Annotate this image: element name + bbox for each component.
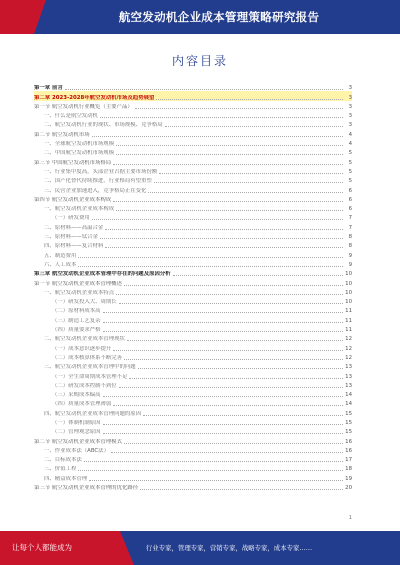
toc-leader-dots — [92, 219, 343, 220]
toc-entry-page: 10 — [345, 299, 352, 306]
toc-entry-page: 18 — [345, 466, 352, 473]
toc-entry-page: 10 — [345, 280, 352, 287]
toc-entry-title: （二）原材料成本高 — [52, 308, 101, 315]
toc-entry[interactable] — [34, 314, 352, 323]
toc-entry-title: 第一节 航空发动机企业成本管理概述 — [34, 280, 122, 287]
toc-entry[interactable] — [34, 370, 352, 379]
toc-entry-title: （四）质量要求严格 — [52, 327, 101, 334]
toc-entry[interactable] — [34, 119, 352, 128]
toc-entry-title: 第二节 航空发动机市场 — [34, 131, 90, 138]
toc-leader-dots — [111, 452, 343, 453]
toc-leader-dots — [116, 294, 343, 295]
toc-leader-dots — [103, 331, 343, 332]
toc-entry[interactable] — [34, 259, 352, 268]
toc-entry-page: 16 — [345, 438, 352, 445]
toc-entry-title: 第一章 前言 — [34, 85, 63, 92]
toc-leader-dots — [124, 359, 343, 360]
toc-entry[interactable] — [34, 212, 352, 221]
report-title: 航空发动机企业成本管理策略研究报告 — [118, 10, 320, 24]
toc-leader-dots — [105, 247, 343, 248]
toc-entry-title: 四、原材料——复合材料 — [44, 243, 104, 250]
toc-entry[interactable] — [34, 156, 352, 165]
toc-entry[interactable] — [34, 166, 352, 175]
toc-entry-page: 5 — [348, 178, 352, 185]
toc-entry[interactable] — [34, 240, 352, 249]
toc-leader-dots — [113, 405, 343, 406]
toc-entry[interactable] — [34, 203, 352, 212]
toc-leader-dots — [173, 275, 343, 276]
toc-entry-title: 五、制造费用 — [44, 252, 77, 259]
toc-leader-dots — [138, 368, 343, 369]
toc-leader-dots — [92, 136, 343, 137]
toc-entry-page: 11 — [345, 308, 352, 315]
toc-entry-page: 6 — [348, 187, 352, 194]
toc-leader-dots — [113, 201, 343, 202]
page-number: 1 — [348, 515, 352, 521]
footer-roles: 行业专家，管理专家，营销专家，战略专家，成本专家…… — [146, 544, 313, 552]
toc-entry-page: 15 — [345, 419, 352, 426]
toc-entry-title: 三、民营企业加速进入，竞争格局正在变化 — [44, 187, 147, 194]
toc-entry-title: （一）全生命周期成本管理不足 — [52, 373, 128, 380]
toc-leader-dots — [113, 350, 343, 351]
toc-leader-dots — [165, 126, 343, 127]
toc-leader-dots — [78, 257, 343, 258]
toc-leader-dots — [127, 340, 343, 341]
toc-entry-page: 8 — [348, 243, 352, 250]
toc-entry-page: 5 — [348, 150, 352, 157]
toc-leader-dots — [148, 192, 343, 193]
toc-entry-page: 17 — [345, 457, 352, 464]
toc-entry-page: 10 — [345, 289, 352, 296]
toc-entry[interactable] — [34, 352, 352, 361]
toc-entry-page: 16 — [345, 447, 352, 454]
toc-entry-page: 3 — [348, 122, 352, 129]
toc-entry-page: 14 — [345, 401, 352, 408]
toc-entry-title: （一）研发投入大、周期长 — [52, 299, 117, 306]
toc-entry-title: 第四节 航空发动机企业成本构成 — [34, 196, 112, 203]
toc-entry-title: 一、航空发动机企业成本特点 — [44, 289, 115, 296]
toc-entry-page: 3 — [348, 85, 352, 92]
toc-entry-page: 3 — [348, 103, 352, 110]
toc-leader-dots — [140, 489, 343, 490]
toc-entry[interactable] — [34, 287, 352, 296]
toc-entry-page: 12 — [345, 336, 352, 343]
toc-entry-page: 5 — [348, 159, 352, 166]
toc-entry-title: 二、航空发动机企业成本管理现状 — [44, 336, 125, 343]
toc-entry-title: 第三章 航空发动机企业成本管理中存在的问题及原因分析 — [34, 271, 171, 278]
toc-entry[interactable] — [34, 482, 352, 491]
toc-leader-dots — [100, 238, 343, 239]
toc-entry-title: 一、航空发动机企业成本构成 — [44, 206, 115, 213]
toc-entry-page: 4 — [348, 131, 352, 138]
toc-entry[interactable] — [34, 101, 352, 110]
toc-entry[interactable] — [34, 194, 352, 203]
toc-entry-page: 12 — [345, 354, 352, 361]
toc-leader-dots — [84, 461, 343, 462]
toc-entry-title: 三、价值工程 — [44, 466, 77, 473]
toc-entry-title: 一、全球航空发动机市场规模 — [44, 141, 115, 148]
toc-leader-dots — [116, 145, 343, 146]
toc-entry-title: 二、原材料——高温合金 — [44, 224, 104, 231]
toc-entry-title: 三、原材料——钛合金 — [44, 234, 98, 241]
toc-entry[interactable] — [34, 277, 352, 286]
toc-entry[interactable] — [34, 221, 352, 230]
toc-leader-dots — [78, 266, 343, 267]
toc-entry[interactable] — [34, 249, 352, 258]
toc-heading: 内容目录 — [171, 54, 228, 68]
toc-entry-title: 第三节 航空发动机企业成本管理的优化路径 — [34, 485, 139, 492]
toc-entry-title: 二、目标成本法 — [44, 457, 82, 464]
toc-entry-page: 15 — [345, 410, 352, 417]
toc-entry-title: （三）采购成本偏高 — [52, 392, 101, 399]
toc-entry[interactable] — [34, 398, 352, 407]
toc-leader-dots — [119, 303, 343, 304]
toc-entry-page: 9 — [348, 252, 352, 259]
footer-slogan: 让每个人都能成为 — [12, 543, 72, 552]
toc-entry-page: 11 — [345, 317, 352, 324]
toc-entry-page: 10 — [345, 271, 352, 278]
toc-entry-title: （二）管理观念原因 — [52, 429, 101, 436]
toc-leader-dots — [135, 108, 343, 109]
toc-entry-title: 第二节 航空发动机企业成本管理模式 — [34, 438, 122, 445]
toc-entry[interactable] — [34, 147, 352, 156]
toc-entry[interactable] — [34, 435, 352, 444]
footer-banner — [0, 531, 400, 565]
toc-entry-title: 一、什么是航空发动机 — [44, 113, 98, 120]
toc-entry[interactable] — [34, 380, 352, 389]
toc-entry[interactable] — [34, 296, 352, 305]
toc-entry-title: （二）成本核算体系不断完善 — [52, 354, 123, 361]
toc-leader-dots — [159, 173, 343, 174]
toc-entry-title: （一）体制机制原因 — [52, 419, 101, 426]
toc-entry-page: 7 — [348, 224, 352, 231]
toc-leader-dots — [124, 285, 343, 286]
toc-entry-page: 13 — [345, 382, 352, 389]
toc-entry-title: 一、作业成本法（ABC法） — [44, 447, 109, 454]
toc-leader-dots — [113, 164, 343, 165]
toc-entry-page: 7 — [348, 215, 352, 222]
toc-entry-page: 9 — [348, 261, 352, 268]
toc-leader-dots — [119, 387, 343, 388]
toc-entry-title: （四）质量成本管理薄弱 — [52, 401, 112, 408]
toc-entry[interactable] — [34, 184, 352, 193]
toc-leader-dots — [129, 378, 343, 379]
toc-leader-dots — [154, 182, 343, 183]
toc-entry-title: （一）研发费用 — [52, 215, 90, 222]
toc-leader-dots — [65, 89, 343, 90]
toc-entry[interactable] — [34, 417, 352, 426]
toc-entry[interactable] — [34, 82, 352, 91]
toc-leader-dots — [105, 229, 343, 230]
toc-entry-title: 三、航空发动机企业成本管理中的问题 — [44, 364, 136, 371]
toc-entry-title: 二、航空发动机行业的现状、市场规模、竞争格局 — [44, 122, 163, 129]
toc-entry[interactable] — [34, 91, 352, 100]
toc-entry-page: 4 — [348, 141, 352, 148]
toc-entry[interactable] — [34, 231, 352, 240]
toc-leader-dots — [103, 322, 343, 323]
toc-entry-page: 19 — [345, 475, 352, 482]
toc-entry[interactable] — [34, 472, 352, 481]
toc-entry-title: （三）制造工艺复杂 — [52, 317, 101, 324]
toc-leader-dots — [103, 433, 343, 434]
toc-entry-page: 15 — [345, 429, 352, 436]
toc-entry-page: 13 — [345, 364, 352, 371]
toc-entry-page: 3 — [348, 94, 352, 101]
toc-entry[interactable] — [34, 426, 352, 435]
toc-entry-title: 第一节 航空发动机行业概览（主要产品） — [34, 103, 133, 110]
toc-entry[interactable] — [34, 407, 352, 416]
toc-entry-page: 20 — [345, 485, 352, 492]
toc-leader-dots — [100, 117, 343, 118]
toc-leader-dots — [143, 415, 343, 416]
toc-leader-dots — [116, 210, 343, 211]
table-of-contents — [34, 82, 352, 491]
toc-entry-title: 一、行业集中度高，头部企业占据主要市场份额 — [44, 168, 158, 175]
header-accent-block — [0, 0, 34, 34]
toc-entry[interactable] — [34, 454, 352, 463]
toc-entry[interactable] — [34, 324, 352, 333]
toc-entry-title: 第二章 2023-2028年航空发动机市场及趋势展望 — [34, 94, 155, 101]
toc-entry-title: 四、精益成本管理 — [44, 475, 88, 482]
toc-entry-title: 四、航空发动机企业成本管理问题的原因 — [44, 410, 142, 417]
toc-entry-page: 6 — [348, 196, 352, 203]
toc-entry[interactable] — [34, 463, 352, 472]
toc-entry-title: 六、人工成本 — [44, 261, 77, 268]
toc-entry-title: （二）研发成本控制不到位 — [52, 382, 117, 389]
toc-entry[interactable] — [34, 175, 352, 184]
toc-entry[interactable] — [34, 361, 352, 370]
toc-entry[interactable] — [34, 128, 352, 137]
toc-entry[interactable] — [34, 268, 352, 277]
toc-entry[interactable] — [34, 389, 352, 398]
toc-leader-dots — [89, 480, 343, 481]
toc-entry-title: 第三节 中国航空发动机市场格局 — [34, 159, 112, 166]
toc-entry[interactable] — [34, 445, 352, 454]
toc-leader-dots — [103, 396, 343, 397]
toc-entry[interactable] — [34, 305, 352, 314]
toc-entry[interactable] — [34, 342, 352, 351]
toc-entry-title: 二、中国航空发动机市场规模 — [44, 150, 115, 157]
toc-entry-title: （一）成本意识逐步提升 — [52, 345, 112, 352]
toc-entry-page: 12 — [345, 345, 352, 352]
toc-entry[interactable] — [34, 333, 352, 342]
toc-entry-page: 8 — [348, 234, 352, 241]
toc-entry-page: 3 — [348, 113, 352, 120]
toc-leader-dots — [124, 443, 343, 444]
toc-entry[interactable] — [34, 110, 352, 119]
toc-leader-dots — [103, 312, 343, 313]
toc-leader-dots — [116, 154, 343, 155]
toc-entry-page: 13 — [345, 373, 352, 380]
toc-entry-page: 14 — [345, 392, 352, 399]
toc-leader-dots — [103, 424, 343, 425]
toc-entry[interactable] — [34, 138, 352, 147]
header-banner — [0, 0, 400, 34]
toc-entry-title: 二、国产化替代持续推进，行业格局有望重塑 — [44, 178, 152, 185]
toc-entry-page: 6 — [348, 206, 352, 213]
toc-entry-page: 11 — [345, 327, 352, 334]
toc-leader-dots — [156, 99, 343, 100]
toc-leader-dots — [78, 470, 343, 471]
toc-entry-page: 5 — [348, 168, 352, 175]
